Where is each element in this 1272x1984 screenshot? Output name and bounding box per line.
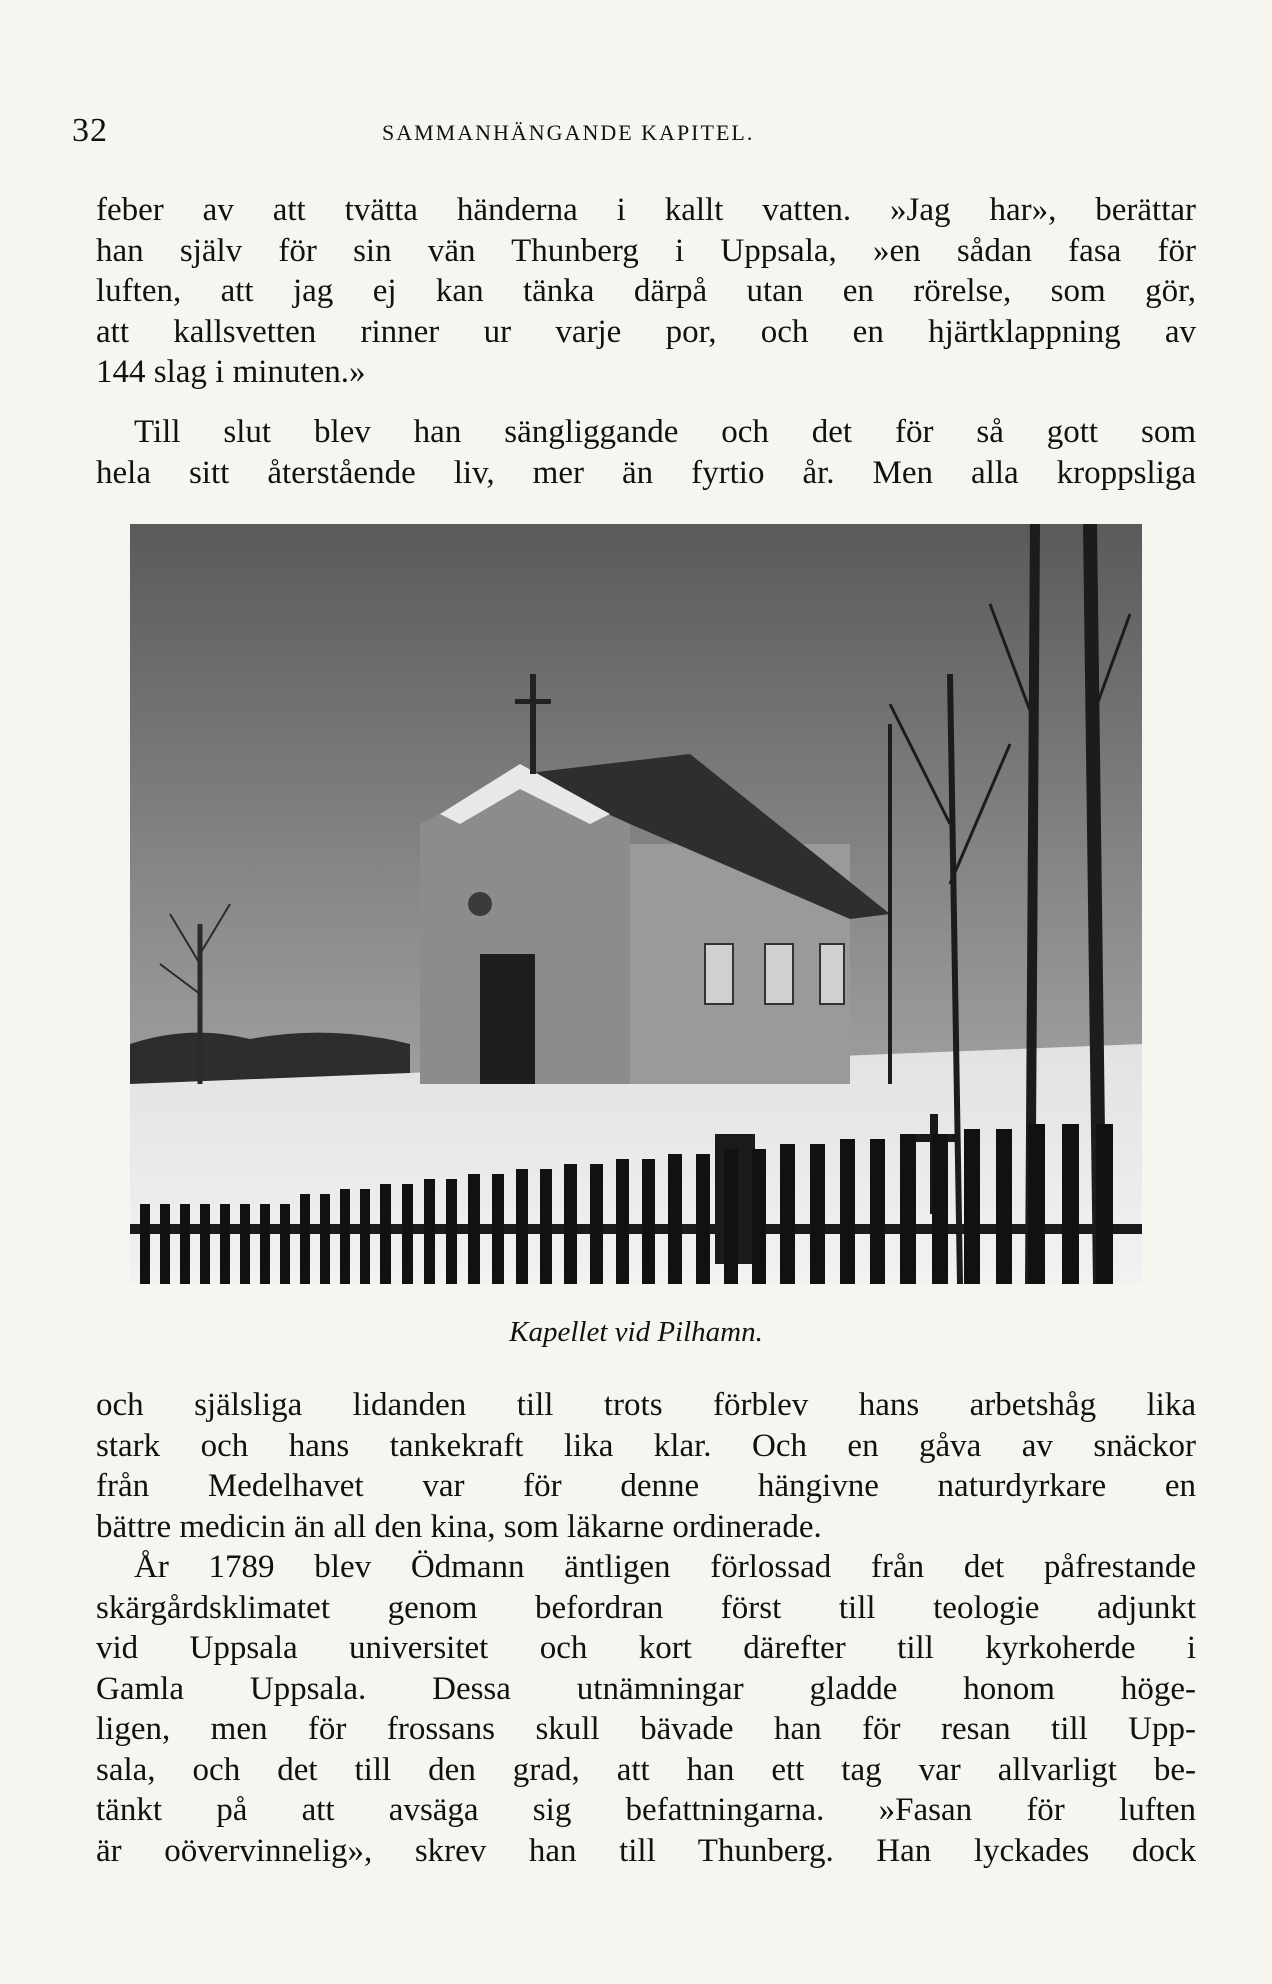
text-line: feber av att tvätta händerna i kallt vatten. »Jag har», berättar <box>96 192 1196 228</box>
text-line: stark och hans tankekraft lika klar. Och en gåva av snäckor <box>96 1427 1196 1464</box>
text-line: Till slut blev han sängliggande och det för så gott som <box>134 414 1196 450</box>
paragraph-top <box>96 190 1196 393</box>
text-line: är oövervinnelig», skrev han till Thunberg. Han lyckades dock <box>96 1832 1196 1869</box>
text-line: luften, att jag ej kan tänka därpå utan en rörelse, som gör, <box>96 273 1196 309</box>
text-line: bättre medicin än all den kina, som läkarne ordinerade. <box>96 1508 822 1545</box>
page-number: 32 <box>72 112 108 149</box>
figure-caption: Kapellet vid Pilhamn. <box>509 1316 763 1348</box>
paragraph-second <box>96 412 1196 493</box>
text-line: att kallsvetten rinner ur varje por, och en hjärtklappning av <box>96 313 1196 350</box>
text-line: hela sitt återstående liv, mer än fyrtio år. Men alla kroppsliga <box>96 454 1196 491</box>
text-line: ligen, men för frossans skull bävade han för resan till Upp- <box>96 1711 1196 1747</box>
text-line: skärgårdsklimatet genom befordran först till teologie adjunkt <box>96 1589 1196 1626</box>
paragraph-third <box>96 1385 1196 1547</box>
text-line: tänkt på att avsäga sig befattningarna. »Fasan för luften <box>96 1792 1196 1828</box>
text-line: År 1789 blev Ödmann äntligen förlossad från det påfrestande <box>134 1549 1196 1585</box>
text-line: och själsliga lidanden till trots förblev hans arbetshåg lika <box>96 1387 1196 1423</box>
chapel-photograph <box>130 524 1142 1284</box>
text-line: sala, och det till den grad, att han ett tag var allvarligt be- <box>96 1751 1196 1788</box>
paragraph-fourth <box>96 1547 1196 1871</box>
text-line: 144 slag i minuten.» <box>96 354 366 390</box>
text-line: från Medelhavet var för denne hängivne naturdyrkare en <box>96 1468 1196 1504</box>
text-line: Gamla Uppsala. Dessa utnämningar gladde honom höge- <box>96 1670 1196 1707</box>
text-line: han själv för sin vän Thunberg i Uppsala, »en sådan fasa för <box>96 232 1196 269</box>
page-header <box>72 112 1192 162</box>
text-line: vid Uppsala universitet och kort därefter till kyrkoherde i <box>96 1630 1196 1666</box>
running-title: SAMMANHÄNGANDE KAPITEL. <box>382 120 755 145</box>
